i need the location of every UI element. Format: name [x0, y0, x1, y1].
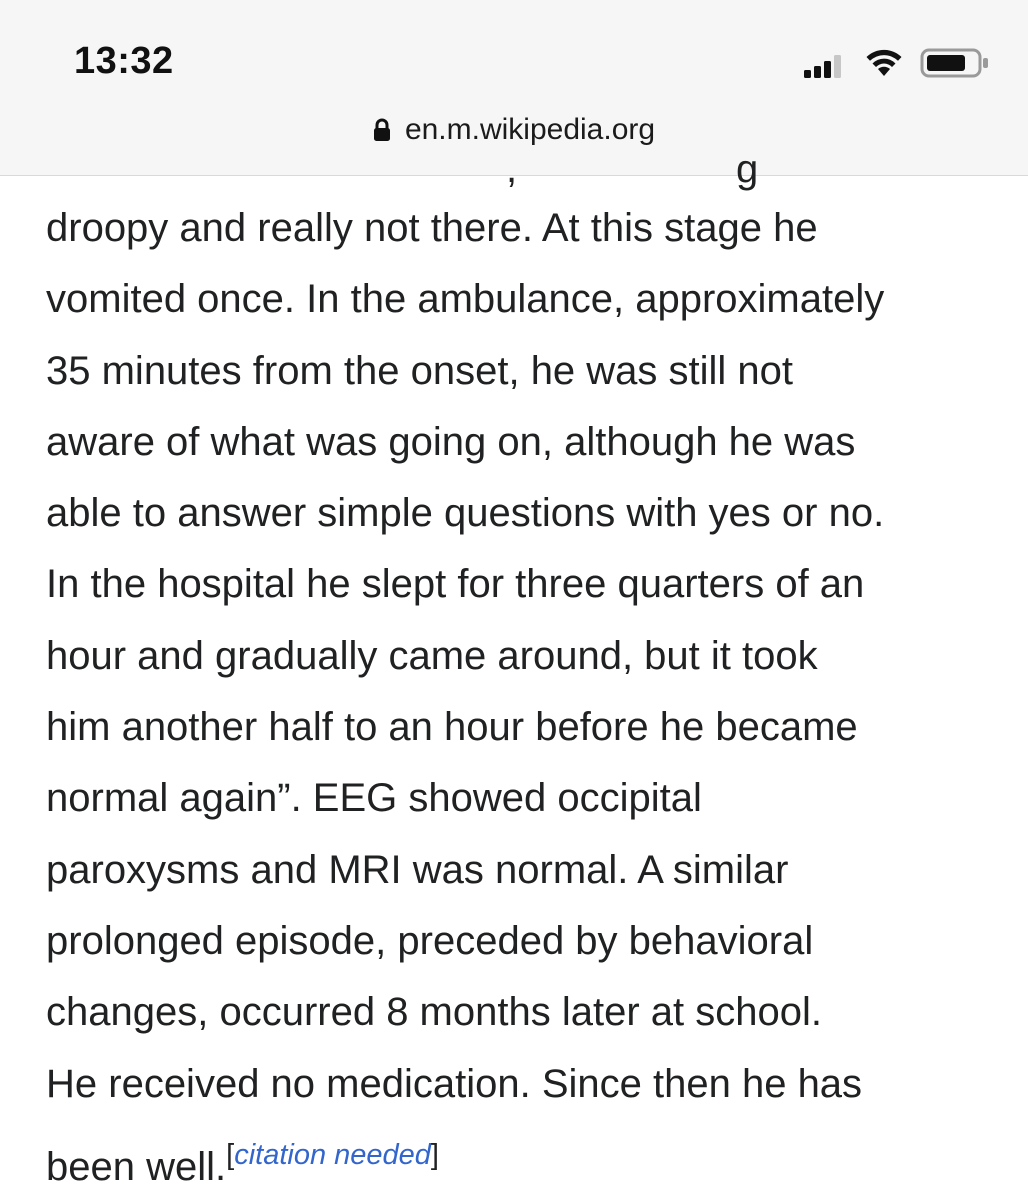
article-content: [46, 147, 996, 1200]
citation-close-bracket: ]: [430, 1138, 439, 1171]
wifi-icon: [864, 46, 904, 78]
paragraph-line-text: been well.: [46, 1144, 227, 1189]
citation-needed-link[interactable]: citation needed: [234, 1138, 431, 1171]
battery-icon: [920, 48, 992, 78]
paragraph: [46, 203, 996, 1201]
address-bar[interactable]: [0, 108, 1028, 152]
paragraph-line: 35 minutes from the onset, he was still not: [46, 348, 794, 393]
citation-open-bracket: [: [226, 1138, 235, 1171]
paragraph-line: changes, occurred 8 months later at school.: [46, 990, 822, 1035]
paragraph-line: able to answer simple questions with yes or no.: [46, 491, 885, 536]
paragraph-line: vomited once. In the ambulance, approximately: [46, 277, 885, 322]
cut-off-previous-line: , g: [506, 147, 759, 191]
paragraph-line: droopy and really not there. At this stage he: [46, 206, 818, 250]
url-text: en.m.wikipedia.org: [404, 113, 656, 146]
paragraph-line: He received no medication. Since then he has: [46, 1061, 863, 1106]
paragraph-line: aware of what was going on, although he was: [46, 419, 856, 464]
status-time: 13:32: [74, 40, 174, 82]
citation-needed-marker: [226, 1139, 439, 1171]
paragraph-line: normal again”. EEG showed occipital: [46, 776, 702, 821]
paragraph-line: paroxysms and MRI was normal. A similar: [46, 847, 789, 892]
lock-icon: [373, 118, 391, 142]
paragraph-line: In the hospital he slept for three quarters of an: [46, 562, 865, 607]
paragraph-last-line: [46, 1130, 996, 1201]
paragraph-line: hour and gradually came around, but it took: [46, 633, 818, 678]
paragraph-line: him another half to an hour before he became: [46, 705, 858, 750]
paragraph-line: prolonged episode, preceded by behavioral: [46, 918, 814, 963]
cellular-signal-icon: [804, 54, 850, 78]
